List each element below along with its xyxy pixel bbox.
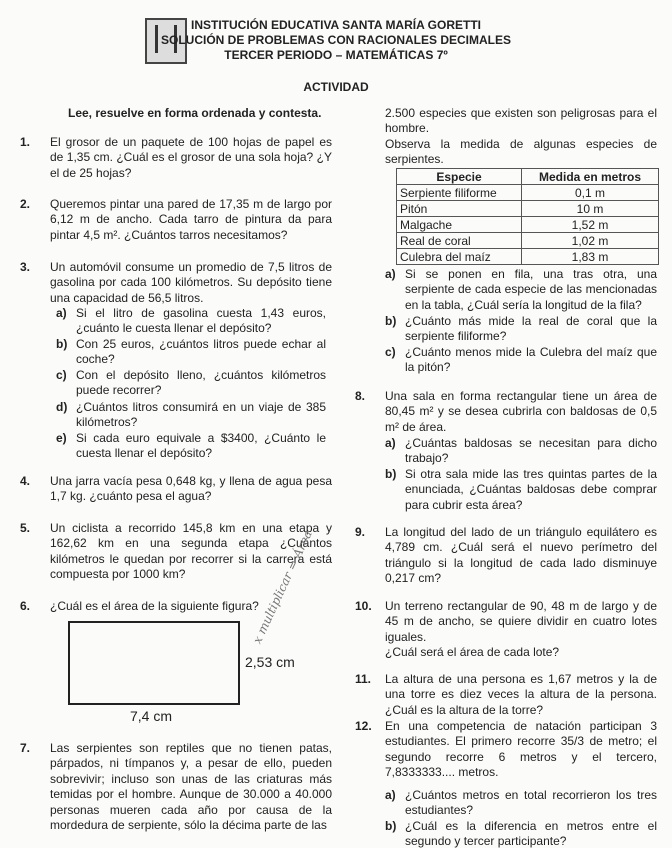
table-row	[397, 185, 659, 201]
school-name: INSTITUCIÓN EDUCATIVA SANTA MARÍA GORETTI	[191, 18, 481, 32]
question-1: 1. El grosor de un paquete de 100 hojas de papel es de 1,35 cm. ¿Cuál es el grosor de una sola hoja? ¿Y el de 25 hojas?	[20, 135, 332, 180]
question-3b: b) Con 25 euros, ¿cuántos litros puede echar al coche?	[56, 337, 326, 367]
question-11: 11. La altura de una persona es 1,67 metros y la de una torre es diez veces la altura de la persona. ¿Cuál es la altura de la torre?	[355, 672, 657, 717]
handwritten-note: x multiplicar = Área	[250, 528, 315, 646]
question-8a: a) ¿Cuántas baldosas se necesitan para dicho trabajo?	[385, 436, 657, 466]
question-12b: b) ¿Cuál es la diferencia en metros entre el segundo y tercer participante?	[385, 819, 657, 848]
table-row	[397, 249, 659, 265]
question-3a: a) Si el litro de gasolina cuesta 1,43 euros, ¿cuánto le cuesta llenar el depósito?	[56, 306, 326, 336]
table-row	[397, 201, 659, 217]
worksheet-title: SOLUCIÓN DE PROBLEMAS CON RACIONALES DECIMALES	[160, 33, 511, 47]
question-7a: a) Si se ponen en fila, una tras otra, una serpiente de cada especie de las mencionadas en la tabla, ¿Cuál sería la longitud de la fila?	[385, 267, 657, 312]
table-cell: 1,02 m	[522, 233, 659, 249]
question-7: 7. Las serpientes son reptiles que no tienen patas, párpados, ni tímpanos y, a pesar de ello, pueden sobrevivir; incluso son unas de las criaturas más temidas por el hombre. Aunque de 30.000 a 40.000 personas mueren cada año por causa de la mordedura de serpiente, sólo la décima parte de las	[20, 741, 332, 833]
question-3c: c) Con el depósito lleno, ¿cuántos kilómetros puede recorrer?	[56, 368, 326, 398]
table-header: Especie	[397, 169, 522, 185]
table-cell: 0,1 m	[522, 185, 659, 201]
table-header: Medida en metros	[522, 169, 659, 185]
question-10: 10. Un terreno rectangular de 90, 48 m de largo y de 45 m de ancho, se quiere dividir en cuatro lotes iguales. ¿Cuál será el área de cada lote?	[355, 599, 657, 660]
question-7c: c) ¿Cuánto menos mide la Culebra del maíz que la pitón?	[385, 345, 657, 375]
table-cell: Culebra del maíz	[397, 249, 522, 265]
table-cell: 1,83 m	[522, 249, 659, 265]
question-7-observe: Observa la medida de algunas especies de serpientes.	[385, 137, 657, 167]
instructions: Lee, resuelve en forma ordenada y contesta.	[68, 106, 322, 120]
question-6: 6. ¿Cuál es el área de la siguiente figura?	[20, 599, 259, 613]
question-4: 4. Una jarra vacía pesa 0,648 kg, y llena de agua pesa 1,7 kg. ¿cuánto pesa el agua?	[20, 474, 332, 504]
question-3e: e) Si cada euro equivale a $3400, ¿Cuánto le cuesta llenar el depósito?	[56, 431, 326, 461]
table-cell: 10 m	[522, 201, 659, 217]
period-subject: TERCER PERIODO – MATEMÁTICAS 7º	[224, 48, 448, 62]
table-row	[397, 233, 659, 249]
rectangle-figure	[68, 621, 240, 705]
rectangle-height-label: 2,53 cm	[245, 654, 295, 670]
table-cell: Malgache	[397, 217, 522, 233]
question-3d: d) ¿Cuántos litros consumirá en un viaje de 385 kilómetros?	[56, 400, 326, 430]
question-8b: b) Si otra sala mide las tres quintas partes de la enunciada, ¿Cuántas baldosas debe comprar para cubrir esta área?	[385, 467, 657, 512]
question-9: 9. La longitud del lado de un triángulo equilátero es 4,789 cm. ¿Cuál será el nuevo perímetro del triángulo si la longitud de cada lado disminuye 0,217 cm?	[355, 525, 657, 586]
question-7b: b) ¿Cuánto más mide la real de coral que la serpiente filiforme?	[385, 314, 657, 344]
table-row	[397, 217, 659, 233]
snake-table	[396, 168, 659, 265]
table-cell: Pitón	[397, 201, 522, 217]
question-3: 3. Un automóvil consume un promedio de 7,5 litros de gasolina por cada 100 kilómetros. Su depósito tiene una capacidad de 56,5 litros.	[20, 260, 332, 305]
table-cell: Real de coral	[397, 233, 522, 249]
question-12a: a) ¿Cuántos metros en total recorrieron los tres estudiantes?	[385, 788, 657, 818]
table-cell: Serpiente filiforme	[397, 185, 522, 201]
question-2: 2. Queremos pintar una pared de 17,35 m de largo por 6,12 m de ancho. Cada tarro de pintura da para pintar 4,5 m². ¿Cuántos tarros necesitamos?	[20, 197, 332, 242]
question-12: 12. En una competencia de natación participan 3 estudiantes. El primero recorre 35/3 de metro; el segundo recorre 6 metros y el tercero, 7,8333333.... metros.	[355, 719, 657, 780]
question-5: 5. Un ciclista a recorrido 145,8 km en una etapa y 162,62 km en una segunda etapa ¿Cuántos kilómetros le quedan por recorrer si la carrera está compuesta por 1000 km?	[20, 521, 332, 582]
question-7-continued: 2.500 especies que existen son peligrosas para el hombre.	[385, 106, 657, 136]
question-8: 8. Una sala en forma rectangular tiene un área de 80,45 m² y se desea cubrirla con baldosas de 0,5 m² de área.	[355, 389, 657, 434]
activity-heading: ACTIVIDAD	[303, 80, 369, 94]
rectangle-width-label: 7,4 cm	[130, 708, 173, 724]
table-cell: 1,52 m	[522, 217, 659, 233]
